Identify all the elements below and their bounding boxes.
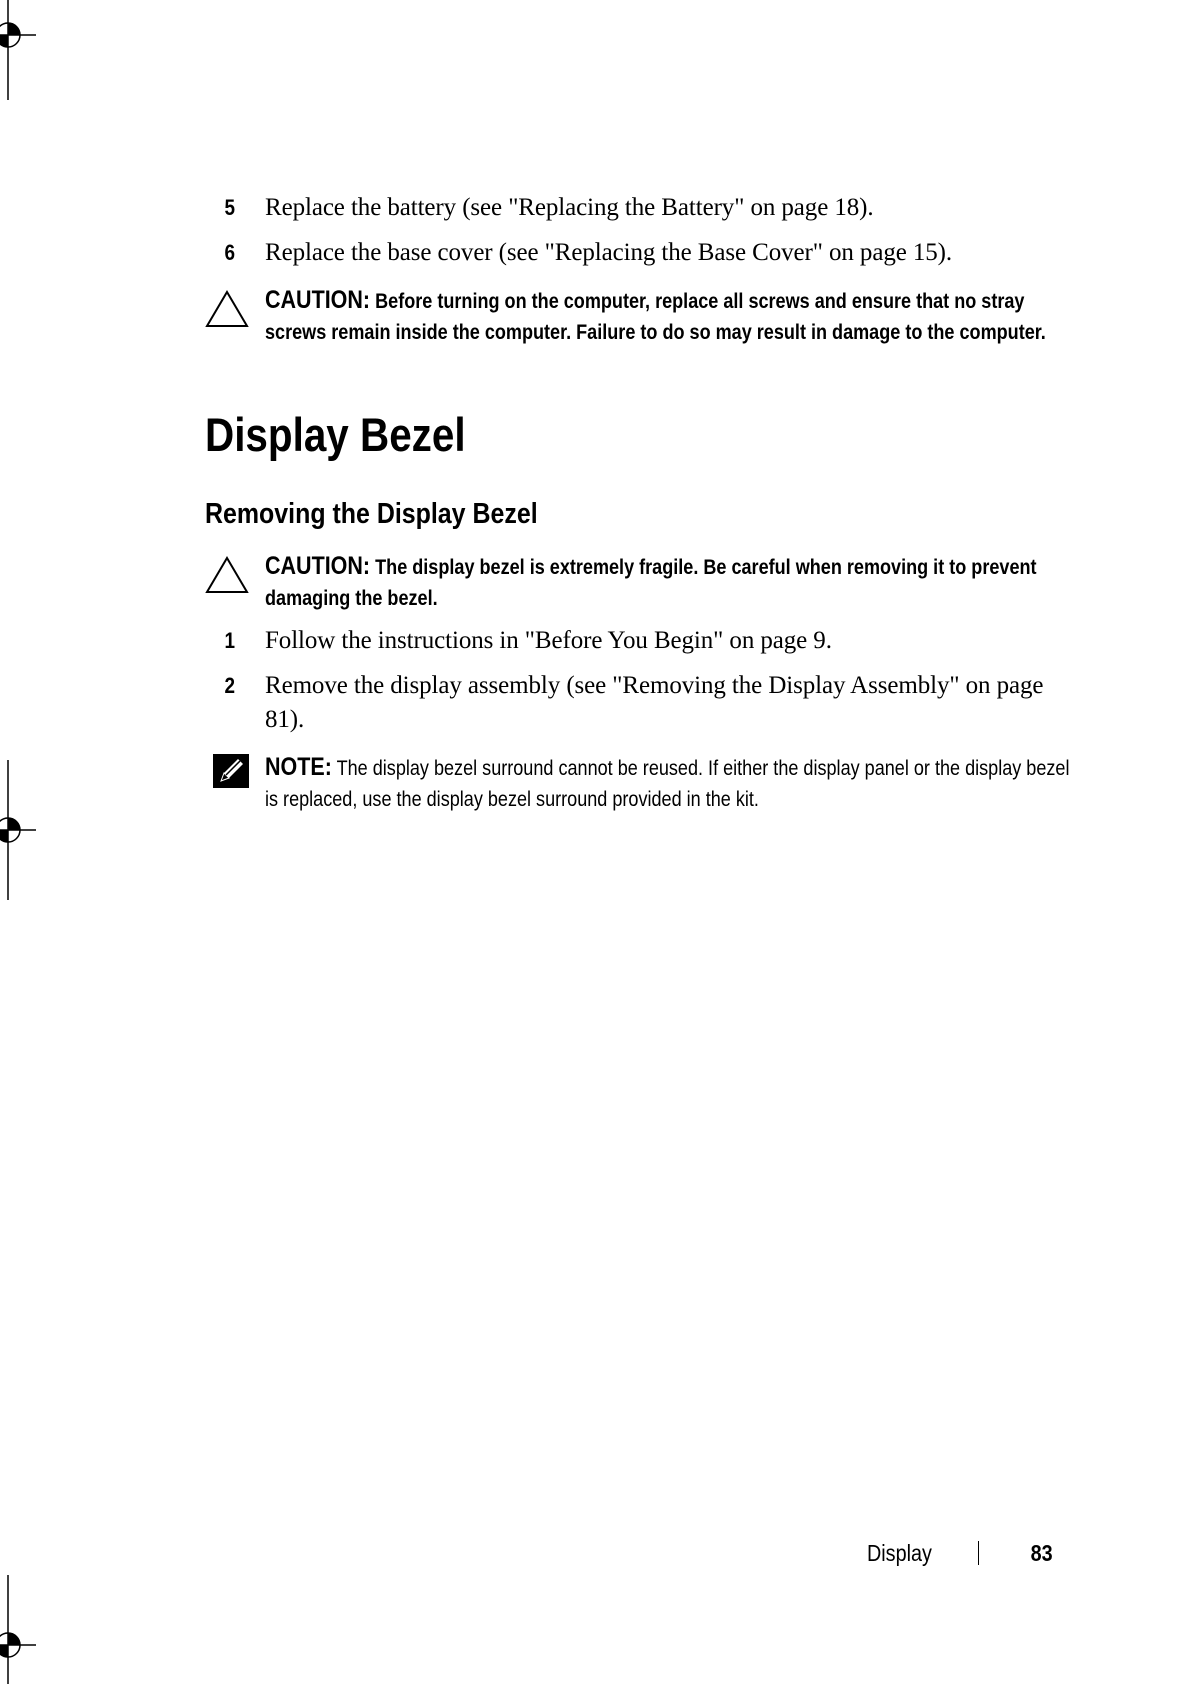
footer-divider [978, 1541, 979, 1565]
step-number: 6 [224, 240, 235, 265]
caution-text [265, 551, 1078, 614]
note-message: The display bezel surround cannot be reused. If either the display panel or the display bezel is replaced, use the display bezel surround provided in the kit. [265, 757, 1070, 811]
step-number: 1 [224, 628, 235, 653]
registration-mark-icon [0, 0, 36, 100]
step-text: Replace the base cover (see "Replacing the Base Cover" on page 15). [265, 239, 953, 266]
page-footer [860, 1535, 1060, 1571]
step-text: Remove the display assembly (see "Removing the Display Assembly" on page 81). [265, 672, 1044, 733]
caution-message: Before turning on the computer, replace all screws and ensure that no stray screws remain inside the computer. Failure to do so may result in damage to the computer. [265, 290, 1046, 344]
note-label: NOTE: [265, 753, 332, 781]
caution-notice [205, 551, 1065, 621]
page-title: Display Bezel [205, 408, 466, 461]
footer-section-name: Display [867, 1540, 932, 1566]
section-heading: Removing the Display Bezel [205, 498, 538, 530]
page-number: 83 [1030, 1540, 1053, 1566]
caution-triangle-icon [205, 289, 249, 329]
registration-mark-icon [0, 760, 36, 900]
registration-mark-icon [0, 1575, 36, 1684]
step-item [205, 236, 1065, 270]
note-text [265, 752, 1078, 815]
caution-label: CAUTION: [265, 286, 371, 314]
step-number: 5 [224, 195, 235, 220]
caution-text [265, 285, 1078, 348]
caution-notice [205, 285, 1065, 385]
step-text: Follow the instructions in "Before You Begin" on page 9. [265, 627, 832, 654]
step-text: Replace the battery (see "Replacing the Battery" on page 18). [265, 194, 874, 221]
caution-message: The display bezel is extremely fragile. Be careful when removing it to prevent damaging the bezel. [265, 556, 1037, 610]
note-pencil-icon [213, 754, 249, 788]
caution-label: CAUTION: [265, 552, 371, 580]
step-item [205, 191, 1065, 225]
step-item [205, 669, 1065, 737]
step-number: 2 [224, 673, 235, 698]
note-notice [205, 752, 1070, 822]
caution-triangle-icon [205, 555, 249, 595]
step-item [205, 624, 1065, 658]
